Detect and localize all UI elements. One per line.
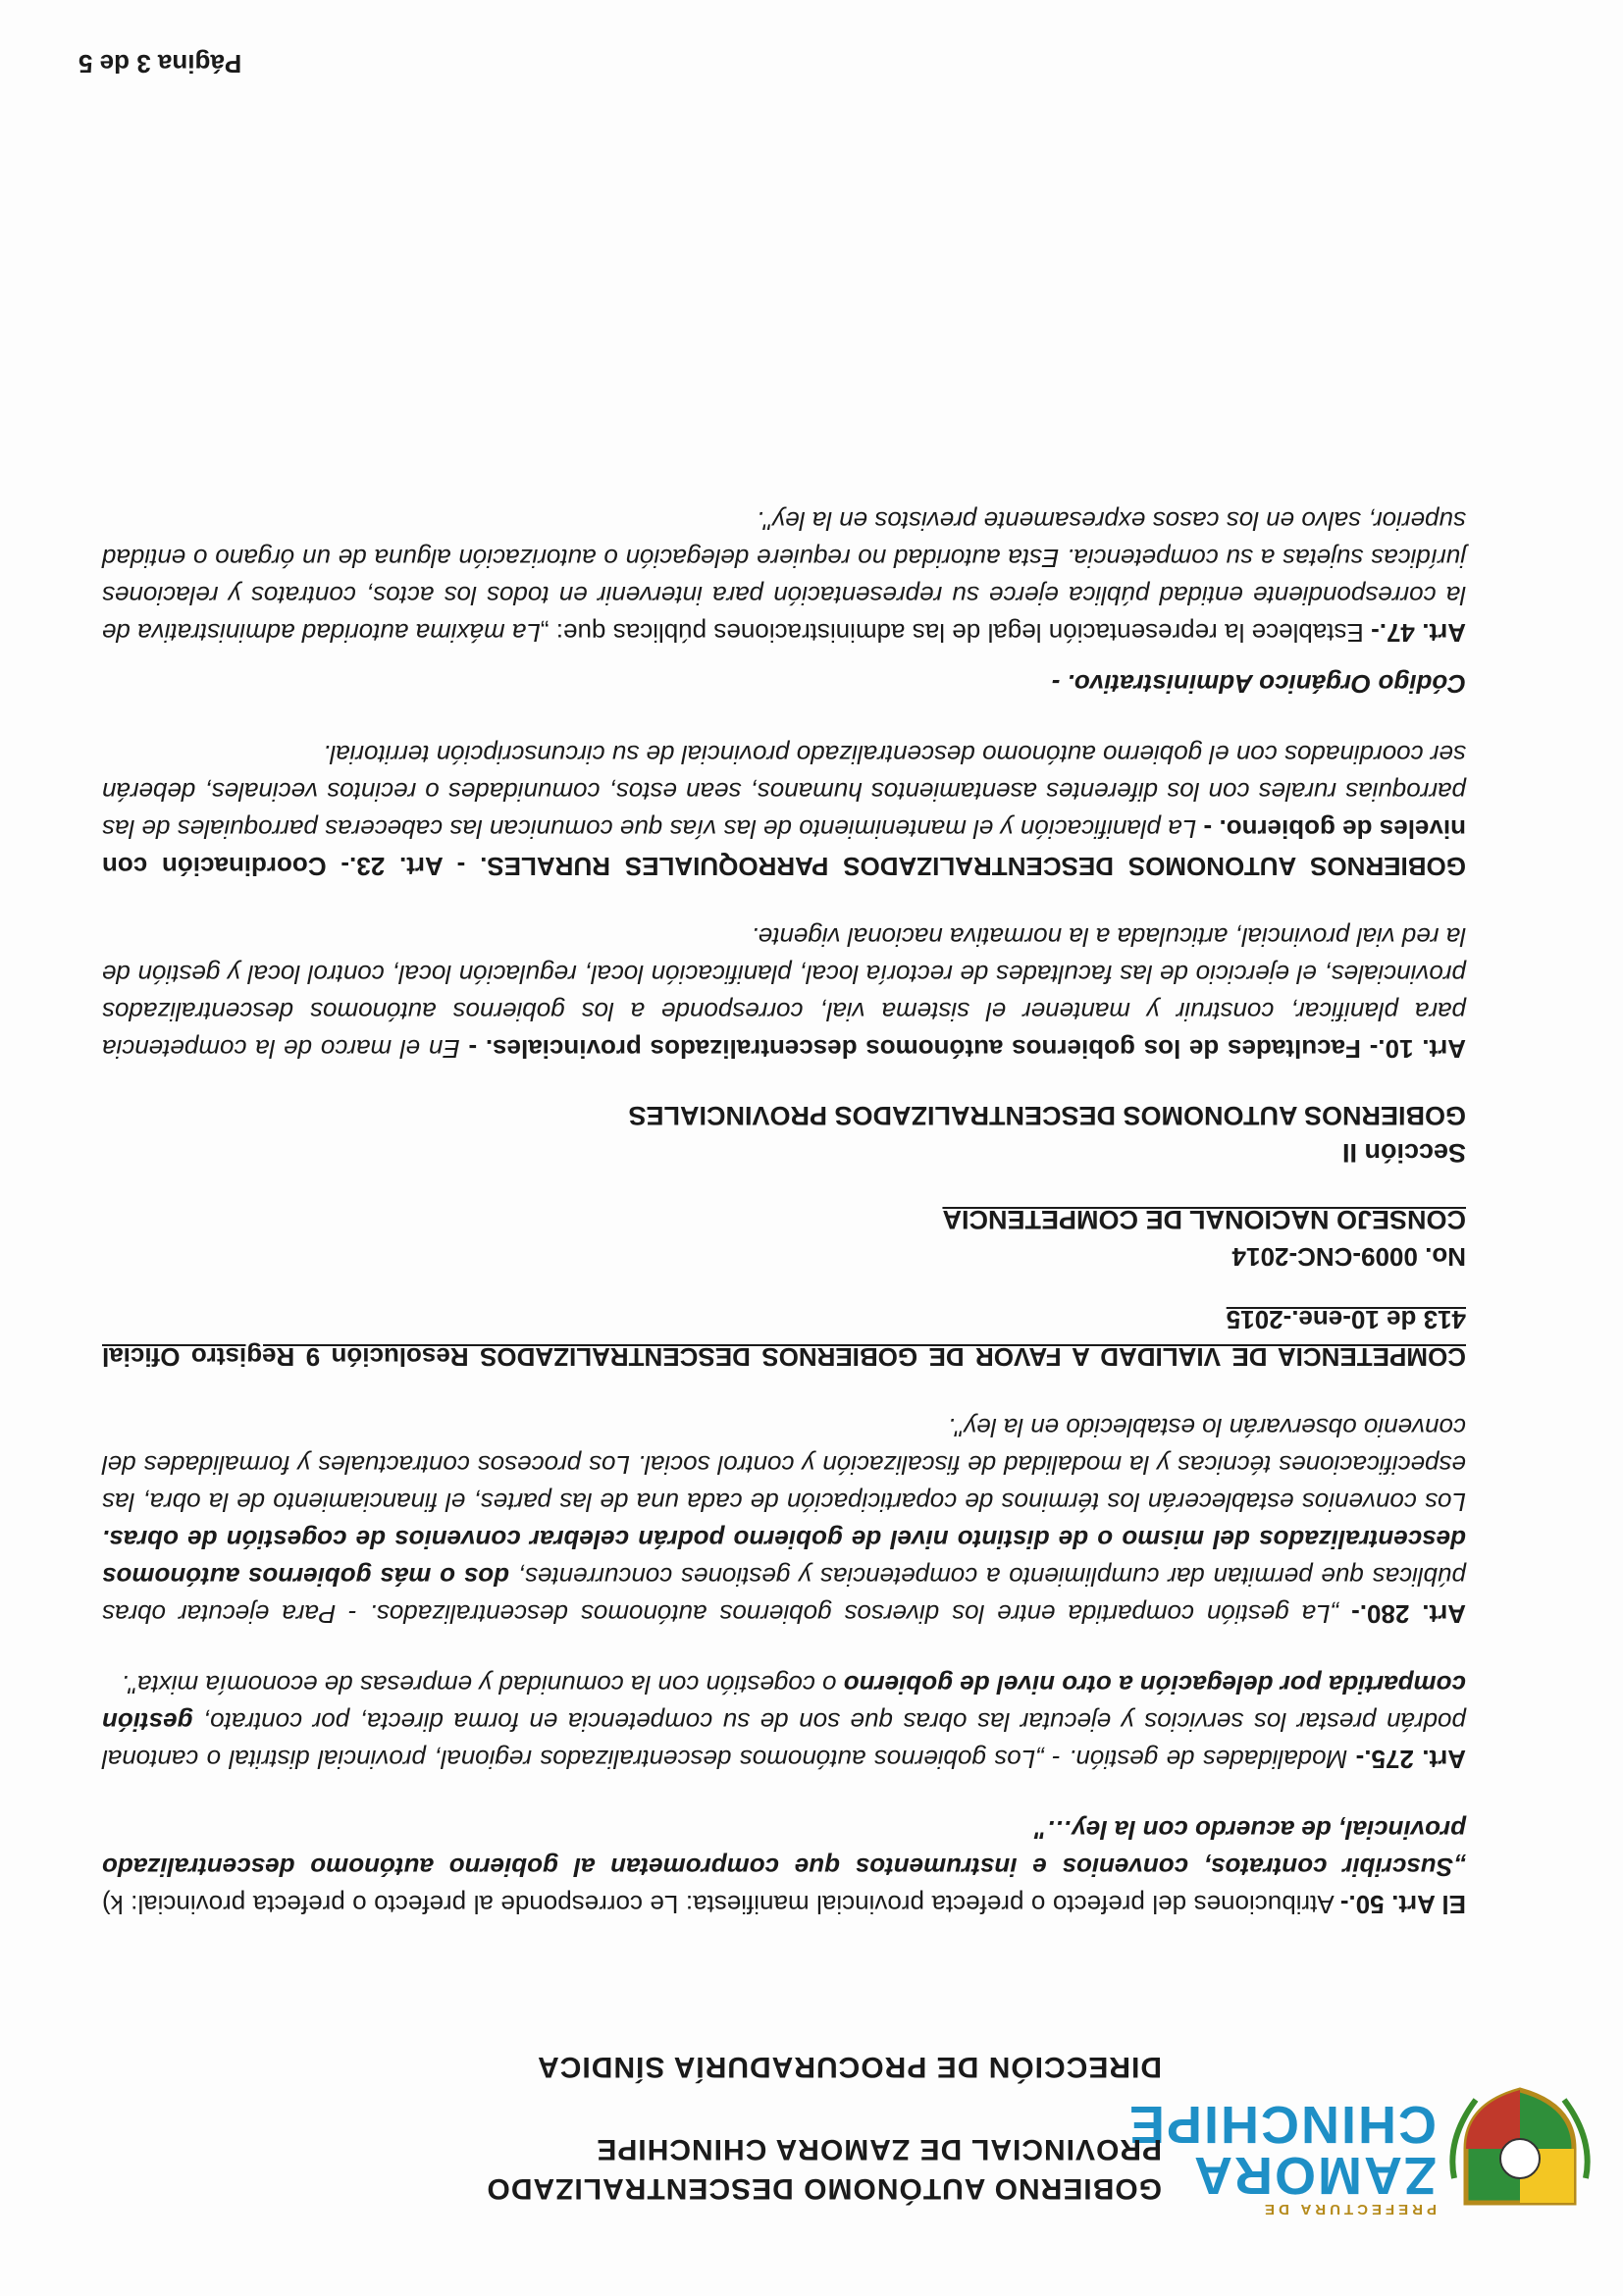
logo-wordmark xyxy=(1126,2080,1437,2218)
art-50-lead: El Art. 50.- xyxy=(1339,1890,1466,1919)
art-280-lead: Art. 280.- xyxy=(1351,1599,1466,1629)
wordmark-chinchipe: CHINCHIPE xyxy=(1126,2095,1437,2154)
issuing-council: CONSEJO NACIONAL DE COMPETENCIA xyxy=(942,1205,1466,1234)
art-275-bold: gestión compartida por delegación a otro nivel de gobierno xyxy=(102,1670,1466,1737)
art-280-bold: dos o más gobiernos autónomos descentralizados del mismo o de distinto nivel de gobierno podrán celebrar convenios de cogestión de obras. xyxy=(102,1525,1466,1592)
art-23-lead: GOBIERNOS AUTONOMOS DESCENTRALIZADOS PARROQUIALES RURALES. - Art. 23.- Coordinación con niveles de gobierno. - xyxy=(102,814,1466,881)
section-label: Sección II xyxy=(1341,1138,1466,1168)
art-275-lead: Art. 275.- xyxy=(1355,1745,1466,1774)
codigo-lead: Código Orgánico Administrativo. - xyxy=(1051,669,1466,699)
paragraph-art-23 xyxy=(102,736,1466,885)
paragraph-art-275 xyxy=(102,1666,1466,1778)
section-heading xyxy=(102,1097,1466,1172)
department-title: DIRECCIÓN DE PROCURADURÍA SÍNDICA xyxy=(537,2051,1162,2083)
paragraph-art-47 xyxy=(102,502,1466,652)
wordmark-prefix: PREFECTURA DE xyxy=(1261,2201,1437,2218)
resolution-reference xyxy=(102,1201,1466,1376)
art-50-text: Atribuciones del prefecto o prefecta provincial manifiesta: Le corresponde al prefecto o prefecta provincial: k) xyxy=(102,1890,1340,1919)
institution-title-line2: PROVINCIAL DE ZAMORA CHINCHIPE xyxy=(596,2133,1162,2166)
institution-titles xyxy=(63,2047,1162,2208)
art-47-text: Establece la representación legal de las administraciones públicas que: „ xyxy=(540,618,1372,648)
page-number: Página 3 de 5 xyxy=(79,49,242,78)
paragraph-art-10 xyxy=(102,918,1466,1068)
paragraph-art-50 xyxy=(102,1811,1466,1923)
art-47-italic: La máxima autoridad administrativa de la correspondiente entidad pública ejerce su representación para intervenir en todos los actos, contratos y relaciones jurídicas sujetas a su competencia. Esta autoridad no requiere delegación o autorización alguna de un órgano o entidad superior, salvo en los casos expresamente previstos en la ley". xyxy=(101,506,1466,648)
art-10-text: En el marco de la competencia para planificar, construir y mantener el sistema vial, corresponde a los gobiernos autónomos descentralizados provinciales, el ejercicio de las facultades de rectoría local, planificación local, regulación local, control local y gestión de la red vial provincial, articulada a la normativa nacional vigente. xyxy=(102,922,1466,1064)
wordmark-zamora: ZAMORA xyxy=(1192,2146,1437,2205)
paragraph-codigo xyxy=(102,665,1466,703)
art-275-text: Modalidades de gestión. - „Los gobiernos autónomos descentralizados regional, provincial distrital o cantonal podrán prestar los servicios y ejecutar las obras que son de su competencia en forma directa, por contrato, xyxy=(102,1707,1466,1774)
resolution-title: COMPETENCIA DE VIALIDAD A FAVOR DE GOBIERNOS DESCENTRALIZADOS Resolución 9 Registro Oficial 413 de 10-ene.-2015 xyxy=(102,1305,1466,1372)
art-50-quote: „Suscribir contratos, convenios e instrumentos que comprometan al gobierno autónomo descentralizado provincial, de acuerdo con la ley…" xyxy=(102,1815,1466,1882)
letterhead xyxy=(0,2051,1623,2296)
art-47-lead: Art. 47.- xyxy=(1371,618,1466,648)
document-body xyxy=(102,469,1466,1923)
provincial-coat-of-arms-logo xyxy=(1446,2085,1594,2218)
art-10-lead: Art. 10.- Facultades de los gobiernos autónomos descentralizados provinciales. - xyxy=(468,1034,1466,1064)
art-280-text: „La gestión compartida entre los diversos gobiernos autónomos descentralizados. - Para ejecutar obras públicas que permitan dar cumplimiento a competencias y gestiones concurrentes, xyxy=(102,1562,1466,1629)
art-275-tail: o cogestión con la comunidad y empresas de economía mixta". xyxy=(121,1670,844,1699)
resolution-number: No. 0009-CNC-2014 xyxy=(1231,1242,1466,1272)
art-23-text: La planificación y el mantenimiento de las vías que comunican las cabeceras parroquiales de las parroquias rurales con los diferentes asentamientos humanos, sean estos, comunidades o recintos vecinales, deberán ser coordinados con el gobierno autónomo descentralizado provincial de su circunscripción territorial. xyxy=(101,740,1466,844)
institution-title-line1: GOBIERNO AUTÓNOMO DESCENTRALIZADO xyxy=(486,2172,1162,2205)
section-title: GOBIERNOS AUTONOMOS DESCENTRALIZADOS PROVINCIALES xyxy=(628,1101,1466,1130)
art-280-tail: Los convenios establecerán los términos de coparticipación de cada una de las partes, el financiamiento de la obra, las especificaciones técnicas y la modalidad de fiscalización y control social. Los procesos contractuales y formalidades del convenio observarán lo establecido en la ley". xyxy=(102,1413,1466,1517)
paragraph-art-280 xyxy=(102,1409,1466,1633)
